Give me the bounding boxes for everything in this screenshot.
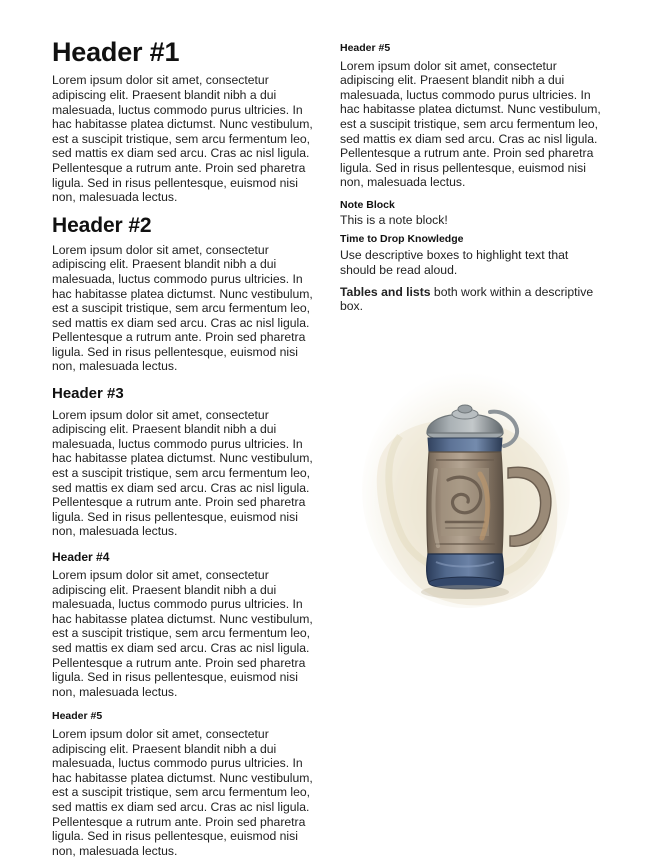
paragraph-5: Lorem ipsum dolor sit amet, consectetur adipiscing elit. Praesent blandit nibh a dui malesuada, luctus commodo purus ultricies. In hac habitasse platea dictumst. Nunc vestibulum, est a suscipit tristique, sem arcu fermentum leo, sed mattis ex diam sed arcu. Cras ac nisl ligula. Pellentesque a rutrum ante. Proin sed pharetra ligula. Sed in risus pellentesque, euismod nisi non, malesuada lectus. <box>52 727 313 858</box>
heading-level-5: Header #5 <box>52 710 103 723</box>
descriptive-box-lead: Tables and lists <box>340 284 431 299</box>
right-heading-level-5: Header #5 <box>340 42 391 54</box>
heading-level-3: Header #3 <box>52 385 124 403</box>
paragraph-3: Lorem ipsum dolor sit amet, consectetur adipiscing elit. Praesent blandit nibh a dui malesuada, luctus commodo purus ultricies. In hac habitasse platea dictumst. Nunc vestibulum, est a suscipit tristique, sem arcu fermentum leo, sed mattis ex diam sed arcu. Cras ac nisl ligula. Pellentesque a rutrum ante. Proin sed pharetra ligula. Sed in risus pellentesque, euismod nisi non, malesuada lectus. <box>52 407 313 539</box>
right-column <box>340 38 602 630</box>
paragraph-4: Lorem ipsum dolor sit amet, consectetur adipiscing elit. Praesent blandit nibh a dui malesuada, luctus commodo purus ultricies. In hac habitasse platea dictumst. Nunc vestibulum, est a suscipit tristique, sem arcu fermentum leo, sed mattis ex diam sed arcu. Cras ac nisl ligula. Pellentesque a rutrum ante. Proin sed pharetra ligula. Sed in risus pellentesque, euismod nisi non, malesuada lectus. <box>52 568 313 699</box>
paragraph-2: Lorem ipsum dolor sit amet, consectetur adipiscing elit. Praesent blandit nibh a dui malesuada, luctus commodo purus ultricies. In hac habitasse platea dictumst. Nunc vestibulum, est a suscipit tristique, sem arcu fermentum leo, sed mattis ex diam sed arcu. Cras ac nisl ligula. Pellentesque a rutrum ante. Proin sed pharetra ligula. Sed in risus pellentesque, euismod nisi non, malesuada lectus. <box>52 242 313 374</box>
descriptive-box-text <box>340 285 602 314</box>
heading-level-2: Header #2 <box>52 213 152 237</box>
drop-knowledge-title: Time to Drop Knowledge <box>340 233 464 246</box>
drop-knowledge-text: Use descriptive boxes to highlight text that should be read aloud. <box>340 248 569 278</box>
two-column-layout <box>52 37 612 858</box>
heading-level-1: Header #1 <box>52 37 180 67</box>
left-column <box>52 38 314 858</box>
heading-level-4: Header #4 <box>52 549 110 564</box>
right-paragraph: Lorem ipsum dolor sit amet, consectetur adipiscing elit. Praesent blandit nibh a dui malesuada, luctus commodo purus ultricies. In hac habitasse platea dictumst. Nunc vestibulum, est a suscipit tristique, sem arcu fermentum leo, sed mattis ex diam sed arcu. Cras ac nisl ligula. Pellentesque a rutrum ante. Proin sed pharetra ligula. Sed in risus pellentesque, euismod nisi non, malesuada lectus. <box>340 58 601 190</box>
paragraph-1: Lorem ipsum dolor sit amet, consectetur adipiscing elit. Praesent blandit nibh a dui malesuada, luctus commodo purus ultricies. In hac habitasse platea dictumst. Nunc vestibulum, est a suscipit tristique, sem arcu fermentum leo, sed mattis ex diam sed arcu. Cras ac nisl ligula. Pellentesque a rutrum ante. Proin sed pharetra ligula. Sed in risus pellentesque, euismod nisi non, malesuada lectus. <box>52 73 313 205</box>
note-block-text: This is a note block! <box>340 212 448 227</box>
note-block-title: Note Block <box>340 198 395 211</box>
descriptive-box-rest: both work within a descriptive box. <box>340 284 594 314</box>
beer-stein-illustration <box>340 340 602 630</box>
